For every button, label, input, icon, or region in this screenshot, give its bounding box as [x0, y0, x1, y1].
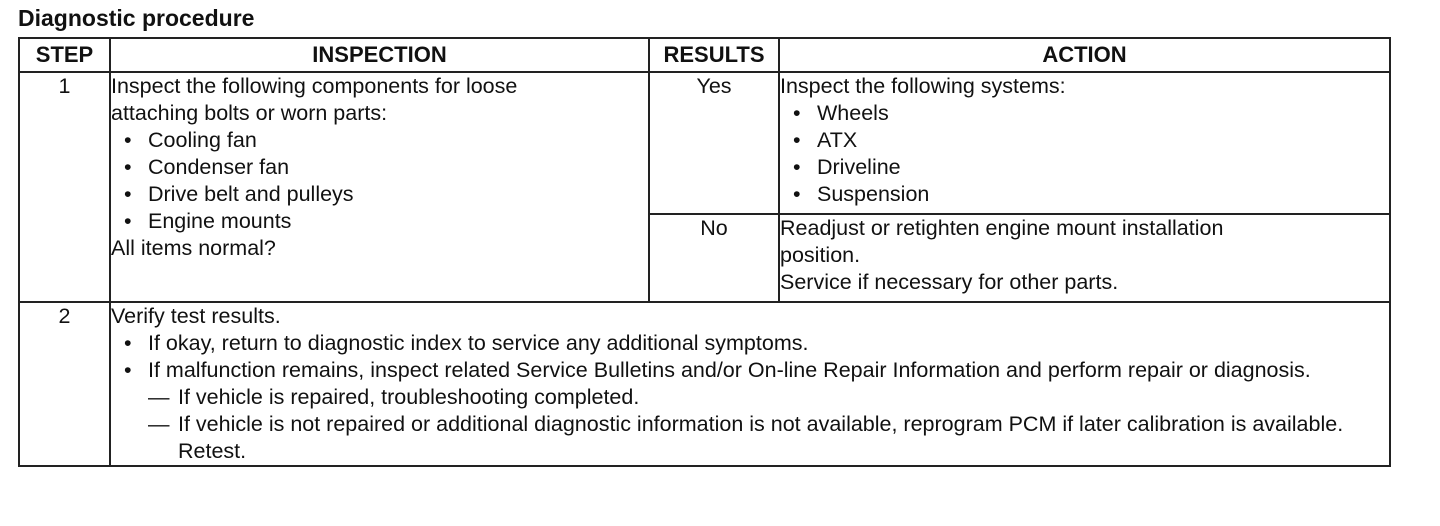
list-item: [111, 411, 1389, 465]
action-line: Service if necessary for other parts.: [780, 270, 1119, 294]
step1-inspection-line: attaching bolts or worn parts:: [111, 101, 388, 125]
step2-number: 2: [19, 302, 110, 466]
action-line: position.: [780, 243, 861, 267]
step1-action-yes: [779, 72, 1390, 214]
bullet-icon: •: [793, 182, 801, 206]
bullet-icon: •: [124, 128, 132, 152]
step1-inspection-line: Inspect the following components for loose: [111, 74, 518, 98]
list-item: [780, 181, 1389, 208]
step1-result-yes: Yes: [649, 72, 779, 214]
system-label: Wheels: [817, 101, 889, 125]
bullet-icon: •: [793, 155, 801, 179]
system-label: ATX: [817, 128, 858, 152]
step2-bullet-text: If okay, return to diagnostic index to service any additional symptoms.: [148, 331, 809, 355]
bullet-icon: •: [124, 358, 132, 382]
bullet-icon: •: [124, 155, 132, 179]
step2-sub-list: [111, 384, 1389, 465]
list-item: [780, 127, 1389, 154]
step1-action-no: [779, 214, 1390, 302]
step2-row: [19, 302, 1390, 466]
step1-yes-row: [19, 72, 1390, 214]
step1-question: All items normal?: [111, 236, 276, 260]
bullet-icon: •: [124, 331, 132, 355]
system-label: Driveline: [817, 155, 901, 179]
dash-icon: —: [148, 385, 170, 409]
action-line: Readjust or retighten engine mount installation: [780, 216, 1224, 240]
component-label: Cooling fan: [148, 128, 257, 152]
list-item: [111, 127, 648, 154]
header-results: RESULTS: [649, 38, 779, 72]
dash-icon: —: [148, 412, 170, 436]
step1-result-no: No: [649, 214, 779, 302]
list-item: [111, 208, 648, 235]
list-item: [111, 357, 1389, 384]
action-intro: Inspect the following systems:: [780, 74, 1066, 98]
component-label: Engine mounts: [148, 209, 292, 233]
step2-bullet-text: If malfunction remains, inspect related Service Bulletins and/or On-line Repair Information and perform repair or diagnosis.: [148, 358, 1311, 382]
system-label: Suspension: [817, 182, 930, 206]
system-list: [780, 100, 1389, 208]
component-label: Drive belt and pulleys: [148, 182, 354, 206]
step1-inspection: [110, 72, 649, 302]
bullet-icon: •: [793, 128, 801, 152]
component-label: Condenser fan: [148, 155, 290, 179]
step2-sub-text: If vehicle is repaired, troubleshooting completed.: [178, 385, 640, 409]
step2-content: [110, 302, 1390, 466]
header-row: [19, 38, 1390, 72]
list-item: [111, 384, 1389, 411]
list-item: [780, 100, 1389, 127]
header-inspection: INSPECTION: [110, 38, 649, 72]
list-item: [780, 154, 1389, 181]
bullet-icon: •: [124, 209, 132, 233]
step1-number: 1: [19, 72, 110, 302]
step2-bullet-list: [111, 330, 1389, 384]
diagnostic-table: [18, 37, 1391, 467]
page-title: Diagnostic procedure: [18, 5, 255, 31]
step2-sub-text: If vehicle is not repaired or additional diagnostic information is not available, reprogram PCM if later calibration is available. Retest.: [178, 412, 1344, 463]
bullet-icon: •: [793, 101, 801, 125]
header-step: STEP: [19, 38, 110, 72]
list-item: [111, 330, 1389, 357]
step2-intro: Verify test results.: [111, 304, 281, 328]
list-item: [111, 181, 648, 208]
list-item: [111, 154, 648, 181]
bullet-icon: •: [124, 182, 132, 206]
header-action: ACTION: [779, 38, 1390, 72]
component-list: [111, 127, 648, 235]
